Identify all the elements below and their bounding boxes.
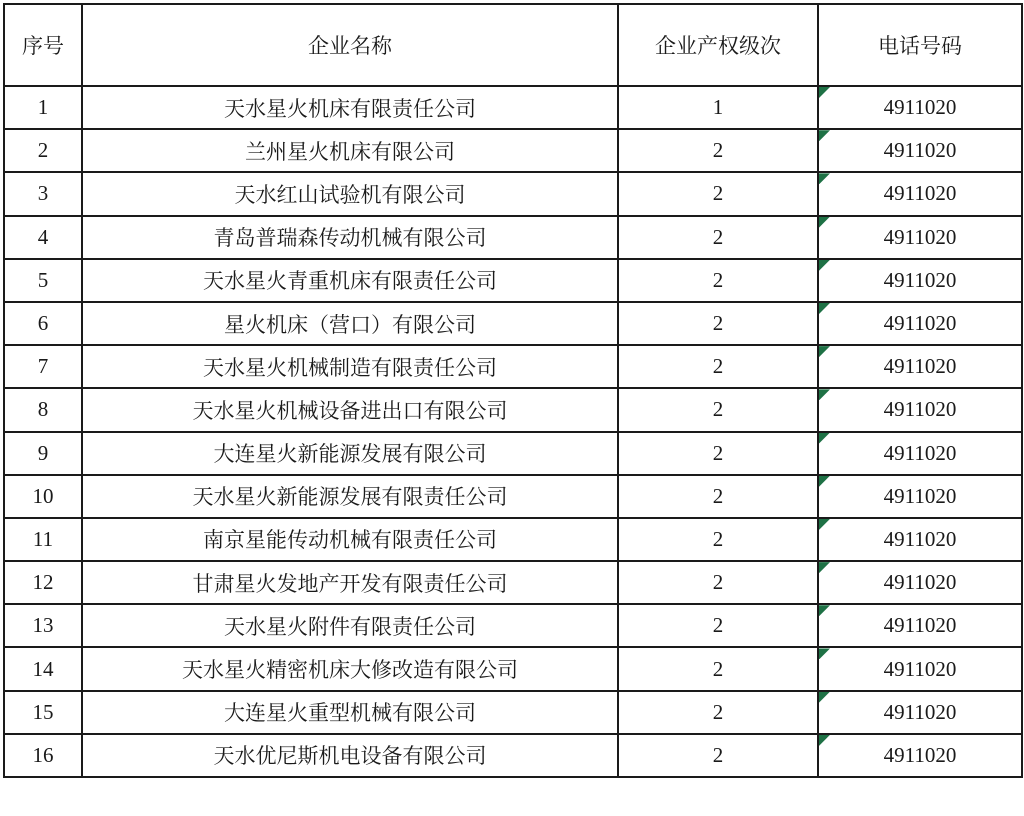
- table-row: [4, 345, 1022, 388]
- cell-company-name[interactable]: 兰州星火机床有限公司: [82, 129, 618, 172]
- error-triangle-icon: [819, 476, 830, 487]
- phone-value: 4911020: [883, 699, 957, 724]
- cell-company-name[interactable]: 天水星火机械制造有限责任公司: [82, 345, 618, 388]
- phone-value: 4911020: [883, 440, 957, 465]
- cell-serial-number[interactable]: 6: [4, 302, 82, 345]
- cell-phone-number[interactable]: [818, 691, 1022, 734]
- cell-ownership-level[interactable]: 2: [618, 129, 818, 172]
- table-row: [4, 691, 1022, 734]
- cell-serial-number[interactable]: 5: [4, 259, 82, 302]
- enterprise-table: [3, 3, 1023, 778]
- phone-value: 4911020: [883, 267, 957, 292]
- cell-phone-number[interactable]: [818, 432, 1022, 475]
- cell-serial-number[interactable]: 1: [4, 86, 82, 129]
- error-triangle-icon: [819, 605, 830, 616]
- cell-ownership-level[interactable]: 2: [618, 388, 818, 431]
- cell-ownership-level[interactable]: 2: [618, 259, 818, 302]
- error-triangle-icon: [819, 87, 830, 98]
- table-row: [4, 734, 1022, 777]
- table-row: [4, 86, 1022, 129]
- cell-ownership-level[interactable]: 2: [618, 518, 818, 561]
- cell-phone-number[interactable]: [818, 734, 1022, 777]
- error-triangle-icon: [819, 735, 830, 746]
- cell-phone-number[interactable]: [818, 172, 1022, 215]
- error-triangle-icon: [819, 648, 830, 659]
- table-row: [4, 432, 1022, 475]
- cell-serial-number[interactable]: 14: [4, 647, 82, 690]
- error-triangle-icon: [819, 433, 830, 444]
- error-triangle-icon: [819, 519, 830, 530]
- phone-value: 4911020: [883, 138, 957, 163]
- cell-company-name[interactable]: 大连星火重型机械有限公司: [82, 691, 618, 734]
- cell-phone-number[interactable]: [818, 561, 1022, 604]
- error-triangle-icon: [819, 562, 830, 573]
- phone-value: 4911020: [883, 397, 957, 422]
- cell-ownership-level[interactable]: 2: [618, 475, 818, 518]
- cell-ownership-level[interactable]: 2: [618, 647, 818, 690]
- cell-ownership-level[interactable]: 2: [618, 561, 818, 604]
- col-header-serial[interactable]: 序号: [4, 4, 82, 86]
- phone-value: 4911020: [883, 224, 957, 249]
- cell-company-name[interactable]: 天水红山试验机有限公司: [82, 172, 618, 215]
- table-row: [4, 302, 1022, 345]
- cell-serial-number[interactable]: 7: [4, 345, 82, 388]
- cell-phone-number[interactable]: [818, 345, 1022, 388]
- cell-phone-number[interactable]: [818, 604, 1022, 647]
- cell-serial-number[interactable]: 2: [4, 129, 82, 172]
- error-triangle-icon: [819, 692, 830, 703]
- cell-serial-number[interactable]: 15: [4, 691, 82, 734]
- cell-ownership-level[interactable]: 2: [618, 172, 818, 215]
- cell-company-name[interactable]: 天水星火新能源发展有限责任公司: [82, 475, 618, 518]
- cell-company-name[interactable]: 甘肃星火发地产开发有限责任公司: [82, 561, 618, 604]
- cell-company-name[interactable]: 天水星火机械设备进出口有限公司: [82, 388, 618, 431]
- cell-ownership-level[interactable]: 1: [618, 86, 818, 129]
- error-triangle-icon: [819, 346, 830, 357]
- error-triangle-icon: [819, 260, 830, 271]
- cell-phone-number[interactable]: [818, 216, 1022, 259]
- table-row: [4, 129, 1022, 172]
- cell-company-name[interactable]: 南京星能传动机械有限责任公司: [82, 518, 618, 561]
- cell-ownership-level[interactable]: 2: [618, 691, 818, 734]
- table-row: [4, 475, 1022, 518]
- col-header-company-name[interactable]: 企业名称: [82, 4, 618, 86]
- cell-ownership-level[interactable]: 2: [618, 216, 818, 259]
- cell-serial-number[interactable]: 10: [4, 475, 82, 518]
- phone-value: 4911020: [883, 181, 957, 206]
- phone-value: 4911020: [883, 483, 957, 508]
- cell-company-name[interactable]: 天水星火机床有限责任公司: [82, 86, 618, 129]
- table-row: [4, 259, 1022, 302]
- col-header-phone-number[interactable]: 电话号码: [818, 4, 1022, 86]
- cell-company-name[interactable]: 天水星火青重机床有限责任公司: [82, 259, 618, 302]
- table-row: [4, 172, 1022, 215]
- table-row: [4, 561, 1022, 604]
- table-row: [4, 388, 1022, 431]
- cell-serial-number[interactable]: 11: [4, 518, 82, 561]
- cell-ownership-level[interactable]: 2: [618, 432, 818, 475]
- phone-value: 4911020: [883, 95, 957, 120]
- cell-ownership-level[interactable]: 2: [618, 604, 818, 647]
- cell-phone-number[interactable]: [818, 302, 1022, 345]
- error-triangle-icon: [819, 130, 830, 141]
- error-triangle-icon: [819, 389, 830, 400]
- cell-phone-number[interactable]: [818, 475, 1022, 518]
- cell-company-name[interactable]: 天水星火精密机床大修改造有限公司: [82, 647, 618, 690]
- cell-company-name[interactable]: 青岛普瑞森传动机械有限公司: [82, 216, 618, 259]
- col-header-ownership-level[interactable]: 企业产权级次: [618, 4, 818, 86]
- cell-phone-number[interactable]: [818, 518, 1022, 561]
- cell-serial-number[interactable]: 16: [4, 734, 82, 777]
- cell-ownership-level[interactable]: 2: [618, 302, 818, 345]
- cell-serial-number[interactable]: 4: [4, 216, 82, 259]
- cell-phone-number[interactable]: [818, 388, 1022, 431]
- cell-serial-number[interactable]: 3: [4, 172, 82, 215]
- cell-ownership-level[interactable]: 2: [618, 345, 818, 388]
- table-body: [4, 86, 1022, 777]
- phone-value: 4911020: [883, 656, 957, 681]
- cell-phone-number[interactable]: [818, 129, 1022, 172]
- cell-ownership-level[interactable]: 2: [618, 734, 818, 777]
- cell-phone-number[interactable]: [818, 86, 1022, 129]
- table-row: [4, 604, 1022, 647]
- cell-phone-number[interactable]: [818, 259, 1022, 302]
- error-triangle-icon: [819, 217, 830, 228]
- cell-company-name[interactable]: 大连星火新能源发展有限公司: [82, 432, 618, 475]
- cell-serial-number[interactable]: 12: [4, 561, 82, 604]
- phone-value: 4911020: [883, 526, 957, 551]
- cell-phone-number[interactable]: [818, 647, 1022, 690]
- cell-company-name[interactable]: 天水优尼斯机电设备有限公司: [82, 734, 618, 777]
- cell-company-name[interactable]: 天水星火附件有限责任公司: [82, 604, 618, 647]
- cell-company-name[interactable]: 星火机床（营口）有限公司: [82, 302, 618, 345]
- phone-value: 4911020: [883, 311, 957, 336]
- error-triangle-icon: [819, 303, 830, 314]
- cell-serial-number[interactable]: 8: [4, 388, 82, 431]
- table-header-row: [4, 4, 1022, 86]
- phone-value: 4911020: [883, 742, 957, 767]
- phone-value: 4911020: [883, 354, 957, 379]
- cell-serial-number[interactable]: 9: [4, 432, 82, 475]
- table-row: [4, 216, 1022, 259]
- phone-value: 4911020: [883, 570, 957, 595]
- error-triangle-icon: [819, 173, 830, 184]
- cell-serial-number[interactable]: 13: [4, 604, 82, 647]
- table-row: [4, 647, 1022, 690]
- table-row: [4, 518, 1022, 561]
- phone-value: 4911020: [883, 613, 957, 638]
